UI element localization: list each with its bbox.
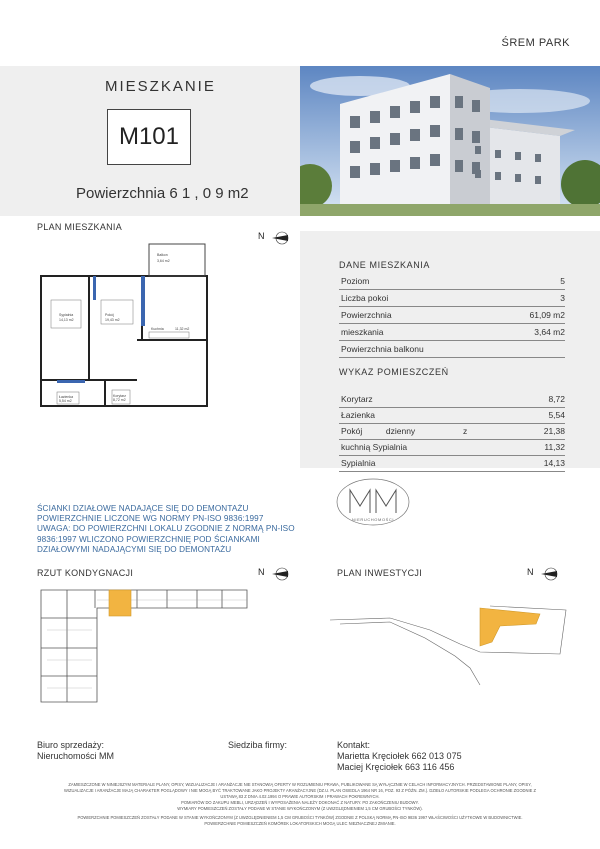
details-panel xyxy=(300,231,600,468)
room-label: Kuchnia xyxy=(151,327,164,331)
room-label: Sypialnia xyxy=(59,313,74,317)
details-row: Liczba pokoi 3 xyxy=(339,290,565,307)
highlighted-unit xyxy=(109,590,131,616)
building-photo xyxy=(300,66,600,216)
balcony-label: Balkon xyxy=(157,253,168,257)
company-logo xyxy=(336,478,410,528)
legal-disclaimer: ZAMIESZCZONE W NINIEJSZYM MATERIALE PLANY, OPISY, WIZUALIZACJE I ARANŻACJE NIE STANOWIĄ OFERTY W ROZUMIENIU PRAWA, PUBLIKOWANE SĄ WYŁĄCZNIE W CELACH INFORMACYJNYCH. PRZEDSTAWIONE PLANY, OPISY, WIZUALIZACJE I ARANŻACJE MAJĄ CHARAKTER POGLĄDOWY I NIE MOGĄ BYĆ TRAKTOWANE JAKO PROJEKTY ARANŻACYJNE (DZ.U. PLAN OSIEDLA 1964 NR 16, POZ. 93 Z PÓŹN. ZM.). DZIEŁO AUTORSKIE PODLEGA OCHRONIE ZGODNIE Z USTAWĄ 83 Z DNIA 4.02.1994 O PRAWIE AUTORSKIM I PRAWACH POKREWNYCH. POMIARÓW DO ZAKUPU MEBLI, URZĄDZEŃ I WYPOSAŻENIA NALEŻY DOKONAĆ Z NATURY. PO ZAKOŃCZENIU BUDOWY. WYMIARY POMIESZCZEŃ ZOSTAŁY PODANE W STANIE WYKOŃCZONYM (Z UWZGLĘDNIENIEM 1,5 CM GRUBOŚCI TYNKÓW). POWIERZCHNIE POMIESZCZEŃ ZOSTAŁY PODANE W STANIE WYKOŃCZONYM (Z UWZGLĘDNIENIEM 1,5 CM GRUBOŚCI TYNKÓW) ZGODNIE Z POLSKĄ NORMĄ PN-ISO 9836 1997 WŁAŚCIWOŚCI UŻYTKOWE W BUDOWNICTWIE. POWIERZCHNIE POMIESZCZEŃ KOMÓREK LOKATORSKICH MOGĄ ULEC NIEZNACZNEJ ZMIANIE. xyxy=(64,782,536,826)
details-row: Poziom 5 xyxy=(339,273,565,290)
floor-north-indicator: N xyxy=(258,567,292,581)
room-row: Pokój dzienny z 21,38 xyxy=(339,423,565,440)
floor-layout-drawing xyxy=(37,580,257,710)
floor-label: RZUT KONDYGNACJI xyxy=(37,568,134,578)
demolition-notice: ŚCIANKI DZIAŁOWE NADAJĄCE SIĘ DO DEMONTAŻU POWIERZCHNIE LICZONE WG NORMY PN-ISO 9836:1997 UWAGA: DO POWIERZCHNI LOKALU ZGODNIE Z NORMĄ PN-ISO 9836:1997 WLICZONO POWIERZCHNIĘ POD ŚCIANKAMI DZIAŁOWYMI NADAJĄCYMI SIĘ DO DEMONTAŻU xyxy=(37,504,295,554)
brand-name: ŚREM PARK xyxy=(501,37,570,49)
hero-band xyxy=(0,66,600,216)
hero-info xyxy=(0,66,300,216)
details-row: Powierzchnia 61,09 m2 xyxy=(339,307,565,324)
room-row: Sypialnia 14,13 xyxy=(339,455,565,472)
investment-north-indicator: N xyxy=(527,567,561,581)
room-label: Korytarz xyxy=(113,394,127,398)
company-hq: Siedziba firmy: xyxy=(228,740,288,750)
room-area: 11,32 m2 xyxy=(175,327,190,331)
details-title: DANE MIESZKANIA xyxy=(339,260,431,270)
room-row: Łazienka 5,54 xyxy=(339,407,565,424)
contact-info: Kontakt: Marietta Kręciołek 662 013 075 Maciej Kręciołek 663 116 456 xyxy=(337,740,462,772)
logo-text: NIERUCHOMOŚCI xyxy=(351,517,395,522)
room-row: kuchnią Sypialnia 11,32 xyxy=(339,439,565,456)
room-area: 19,43 m2 xyxy=(105,318,120,322)
room-area: 14,13 m2 xyxy=(59,318,74,322)
investment-label: PLAN INWESTYCJI xyxy=(337,568,423,578)
balcony-area: 3,64 m2 xyxy=(157,259,170,263)
investment-site-plan xyxy=(330,590,570,690)
investment-building xyxy=(480,608,540,646)
sales-office: Biuro sprzedaży: Nieruchomości MM xyxy=(37,740,115,761)
apartment-heading: MIESZKANIE xyxy=(105,78,216,95)
room-area: 5,54 m2 xyxy=(59,399,72,403)
details-row: mieszkania 3,64 m2 xyxy=(339,324,565,341)
north-letter: N xyxy=(258,231,265,241)
details-row: Powierzchnia balkonu xyxy=(339,341,565,358)
apartment-area: Powierzchnia 6 1 , 0 9 m2 xyxy=(76,185,249,202)
unit-number: M101 xyxy=(107,109,191,165)
room-area: 8,72 m2 xyxy=(113,398,126,402)
building-illustration xyxy=(300,66,600,216)
plan-north-indicator xyxy=(258,231,292,245)
room-label: Łazienka xyxy=(59,395,74,399)
room-row: Korytarz 8,72 xyxy=(339,391,565,408)
plan-label: PLAN MIESZKANIA xyxy=(37,222,123,232)
rooms-title: WYKAZ POMIESZCZEŃ xyxy=(339,367,449,377)
room-label: Pokój xyxy=(105,313,114,317)
apartment-floor-plan xyxy=(37,240,217,430)
